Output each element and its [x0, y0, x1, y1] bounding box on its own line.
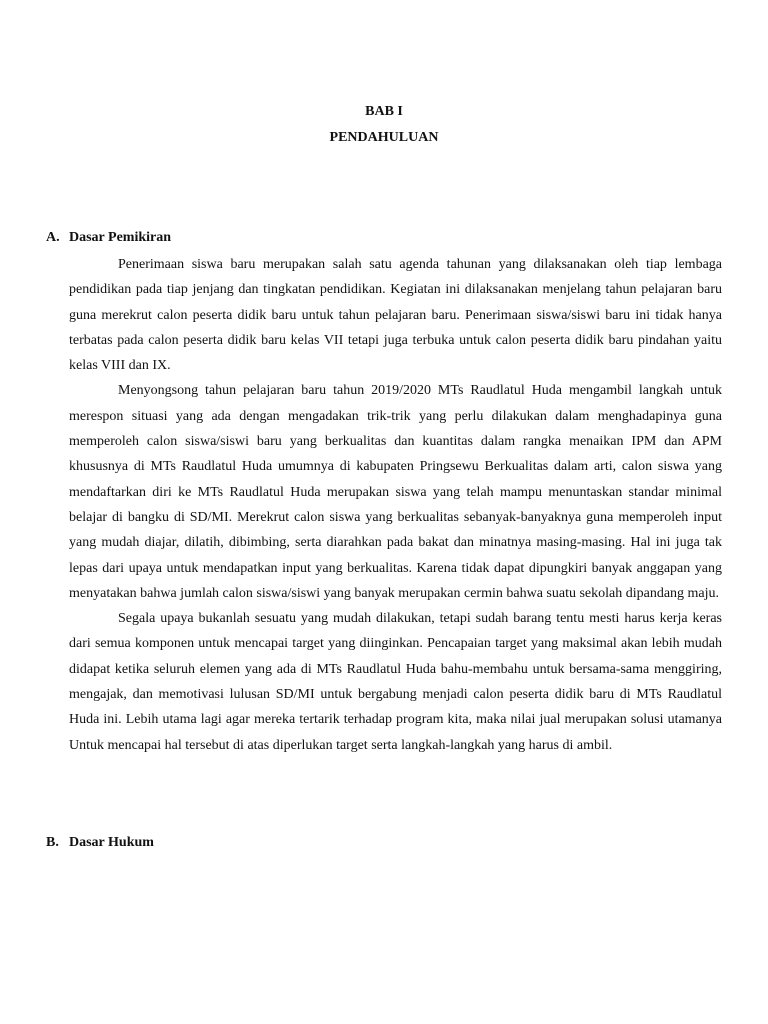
- section-heading-dasar-hukum: [46, 833, 154, 853]
- chapter-label: BAB I: [365, 104, 403, 119]
- section-title: Dasar Pemikiran: [69, 230, 172, 245]
- section-title: Dasar Hukum: [69, 835, 154, 850]
- paragraph: Penerimaan siswa baru merupakan salah satu agenda tahunan yang dilaksanakan oleh tiap lembaga pendidikan pada tiap jenjang dan tingkatan pendidikan. Kegiatan ini dilaksanakan menjelang tahun pelajaran baru guna merekrut calon peserta didik baru untuk tahun pelajaran baru. Penerimaan siswa/siswi baru ini tidak hanya terbatas pada calon peserta didik baru kelas VII tetapi juga terbuka untuk calon peserta didik baru pindahan yaitu kelas VIII dan IX.: [69, 257, 722, 374]
- section-letter: B.: [46, 835, 59, 850]
- section-letter: A.: [46, 230, 60, 245]
- section-heading-dasar-pemikiran: [46, 228, 171, 248]
- paragraph: Menyongsong tahun pelajaran baru tahun 2019/2020 MTs Raudlatul Huda mengambil langkah untuk merespon situasi yang ada dengan mengadakan trik-trik yang perlu dilakukan dalam menghadapinya guna memperoleh calon siswa/siswi baru yang berkualitas dan kuantitas dalam rangka menaikan IPM dan APM khususnya di MTs Raudlatul Huda umumnya di kabupaten Pringsewu Berkualitas dalam arti, calon siswa yang mendaftarkan diri ke MTs Raudlatul Huda merupakan siswa yang telah mampu menuntaskan standar minimal belajar di bangku di SD/MI. Merekrut calon siswa yang berkualitas sebanyak-banyaknya guna memperoleh input yang mudah diajar, dilatih, dibimbing, serta diarahkan pada bakat dan minatnya masing-masing. Hal ini juga tak lepas dari upaya untuk mendapatkan input yang berkualitas. Karena tidak dapat dipungkiri banyak anggapan yang menyatakan bahwa jumlah calon siswa/siswi yang banyak merupakan cermin bahwa suatu sekolah dipandang maju.: [69, 383, 722, 601]
- chapter-title: PENDAHULUAN: [329, 130, 439, 145]
- section-body-dasar-pemikiran: [69, 252, 722, 758]
- paragraph: Segala upaya bukanlah sesuatu yang mudah dilakukan, tetapi sudah barang tentu mesti harus kerja keras dari semua komponen untuk mencapai target yang diinginkan. Pencapaian target yang maksimal akan lebih mudah didapat ketika seluruh elemen yang ada di MTs Raudlatul Huda bahu-membahu untuk bersama-sama menggiring, mengajak, dan memotivasi lulusan SD/MI untuk bergabung menjadi calon peserta didik baru di MTs Raudlatul Huda ini. Lebih utama lagi agar mereka tertarik terhadap program kita, maka nilai jual merupakan solusi utamanya Untuk mencapai hal tersebut di atas diperlukan target serta langkah-langkah yang harus di ambil.: [69, 611, 722, 753]
